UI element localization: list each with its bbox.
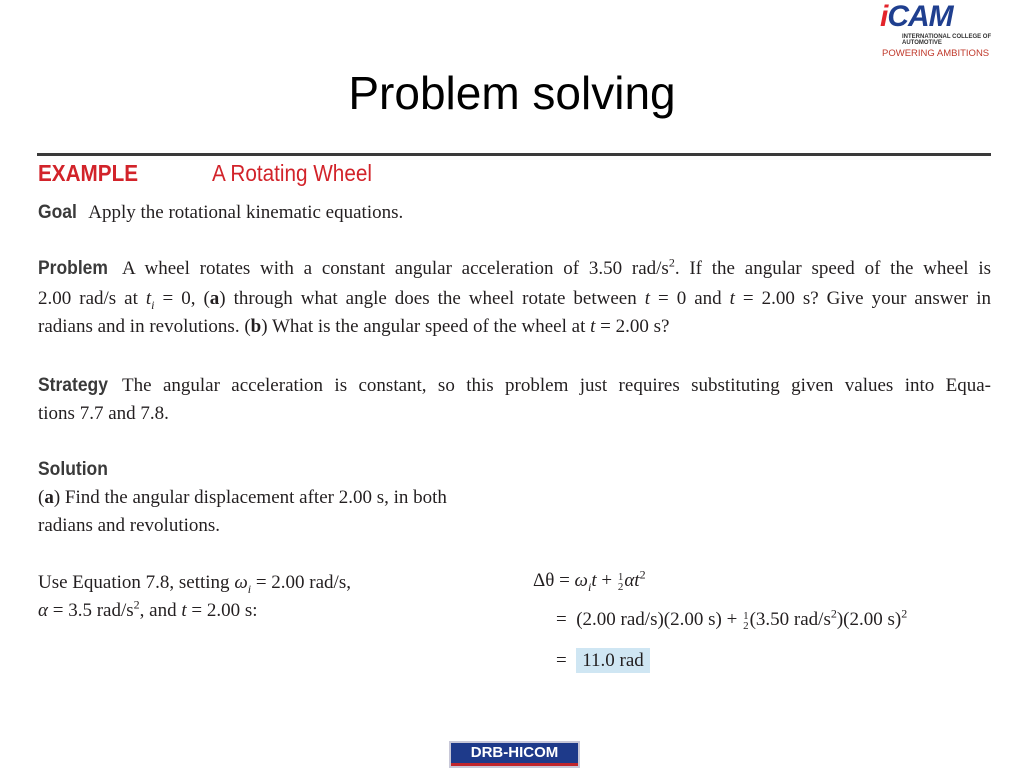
equation-line-3: = 11.0 rad bbox=[556, 650, 650, 672]
logo-i: i bbox=[880, 0, 888, 33]
highlighted-result: 11.0 rad bbox=[576, 648, 650, 673]
goal bbox=[38, 202, 991, 224]
equation-line-1: $\Delta\theta = \omega_it$ + 1 2 $\alpha t^2$ bbox=[533, 567, 646, 594]
strategy-label: Strategy bbox=[38, 375, 108, 396]
slide-title: Problem solving bbox=[348, 67, 676, 119]
problem-label: Problem bbox=[38, 258, 108, 279]
strategy-line-2: tions 7.7 and 7.8. bbox=[38, 403, 169, 424]
strategy-line-1: Strategy The angular acceleration is constant, so this problem just requires substituting given values into Equa- bbox=[38, 375, 991, 396]
drb-hicom-logo: DRB-HICOM bbox=[451, 743, 578, 766]
problem-line-3: radians and in revolutions. (b) What is the angular speed of the wheel at t = 2.00 s? bbox=[38, 316, 670, 337]
solution-use-line-1: Use Equation 7.8, setting $\omega_i = 2.00$ rad/s, bbox=[38, 572, 351, 596]
logo-subtitle: INTERNATIONAL COLLEGE OF AUTOMOTIVE bbox=[902, 34, 992, 46]
example-title: A Rotating Wheel bbox=[212, 160, 372, 186]
solution-label-line bbox=[38, 459, 508, 481]
problem-line-1: Problem A wheel rotates with a constant angular acceleration of 3.50 rad/$s^2$. If the angular speed of the wheel is bbox=[38, 255, 991, 279]
solution-a-line-2: radians and revolutions. bbox=[38, 515, 221, 536]
solution-label: Solution bbox=[38, 459, 108, 480]
goal-text: Apply the rotational kinematic equations. bbox=[88, 202, 404, 223]
problem-line-2: 2.00 rad/s at $t_i = 0$, (a) through what angle does the wheel rotate between t = 0 and t = 2.00 s? Give your answer in bbox=[38, 288, 992, 312]
logo-cam: CAM bbox=[887, 0, 953, 33]
equation-line-2: = (2.00 rad/s)(2.00 s) + 1 2 (3.50 rad/$s^2)(2.00$ s)$^2$ bbox=[556, 606, 908, 632]
example-label: EXAMPLE bbox=[38, 160, 139, 186]
icam-logo bbox=[880, 2, 1020, 62]
solution-a-line-1: (a) Find the angular displacement after 2.00 s, in both bbox=[38, 487, 447, 508]
goal-label: Goal bbox=[38, 202, 77, 223]
solution-use-line-2: α = 3.5 rad/$s^2$, and t = 2.00 s: bbox=[38, 597, 258, 621]
logo-tagline: POWERING AMBITIONS bbox=[882, 48, 990, 59]
divider bbox=[37, 153, 991, 156]
